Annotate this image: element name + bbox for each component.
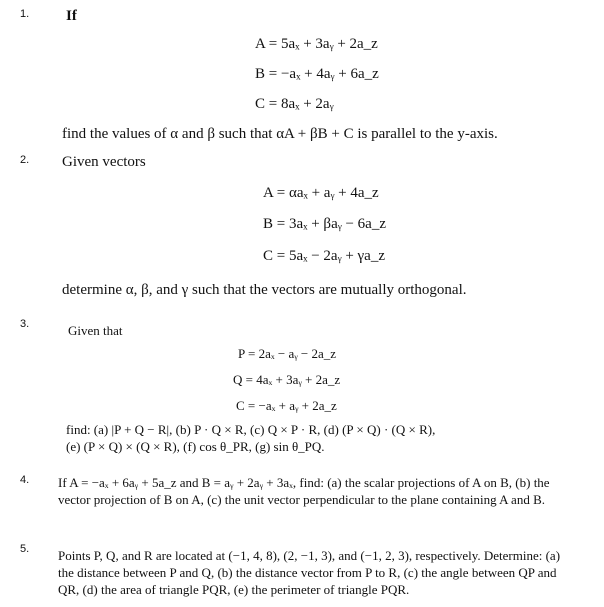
problem-2-question: determine α, β, and γ such that the vectors are mutually orthogonal.	[62, 282, 467, 298]
problem-2-equation-b: B = 3aₓ + βaᵧ − 6a_z	[263, 216, 386, 232]
problem-3-equation-q: Q = 4aₓ + 3aᵧ + 2a_z	[233, 372, 341, 387]
problem-1-number: 1.	[20, 8, 30, 20]
problem-5-text: Points P, Q, and R are located at (−1, 4, 8), (2, −1, 3), and (−1, 2, 3), respectively. Determine: (a) the distance between P and Q, (b) the distance vector from P to R, (c) the angle between QP and QR, (d) the area of triangle PQR, (e) the perimeter of triangle PQR.	[58, 548, 561, 597]
problem-3-equation-c: C = −aₓ + aᵧ + 2a_z	[236, 398, 337, 413]
problem-3-question-line-1: find: (a) |P + Q − R|, (b) P · Q × R, (c) Q × P · R, (d) (P × Q) · (Q × R),	[66, 422, 436, 437]
problem-3-equation-p: P = 2aₓ − aᵧ − 2a_z	[238, 346, 337, 361]
problem-2-equation-c: C = 5aₓ − 2aᵧ + γa_z	[263, 248, 385, 264]
problem-5-number: 5.	[20, 543, 30, 555]
problem-3-question-line-2: (e) (P × Q) × (Q × R), (f) cos θ_PR, (g) sin θ_PQ.	[66, 439, 325, 454]
problem-1-question: find the values of α and β such that αA + βB + C is parallel to the y-axis.	[62, 126, 498, 142]
problem-2-equation-a: A = αaₓ + aᵧ + 4a_z	[263, 185, 379, 201]
problem-1-intro: If	[66, 8, 77, 24]
problem-3-intro: Given that	[68, 323, 123, 338]
problem-1-equation-a: A = 5aₓ + 3aᵧ + 2a_z	[255, 36, 378, 52]
problem-2-number: 2.	[20, 154, 30, 166]
problem-3-number: 3.	[20, 318, 30, 330]
problem-2-intro: Given vectors	[62, 154, 146, 170]
problem-1-equation-b: B = −aₓ + 4aᵧ + 6a_z	[255, 66, 379, 82]
problem-1-equation-c: C = 8aₓ + 2aᵧ	[255, 96, 334, 112]
problem-4-text: If A = −aₓ + 6aᵧ + 5a_z and B = aᵧ + 2aᵧ + 3aₓ, find: (a) the scalar projections of A on B, (b) the vector projection of B on A, (c) the unit vector perpendicular to the plane containing A and B.	[58, 475, 550, 507]
problem-4-number: 4.	[20, 474, 30, 486]
